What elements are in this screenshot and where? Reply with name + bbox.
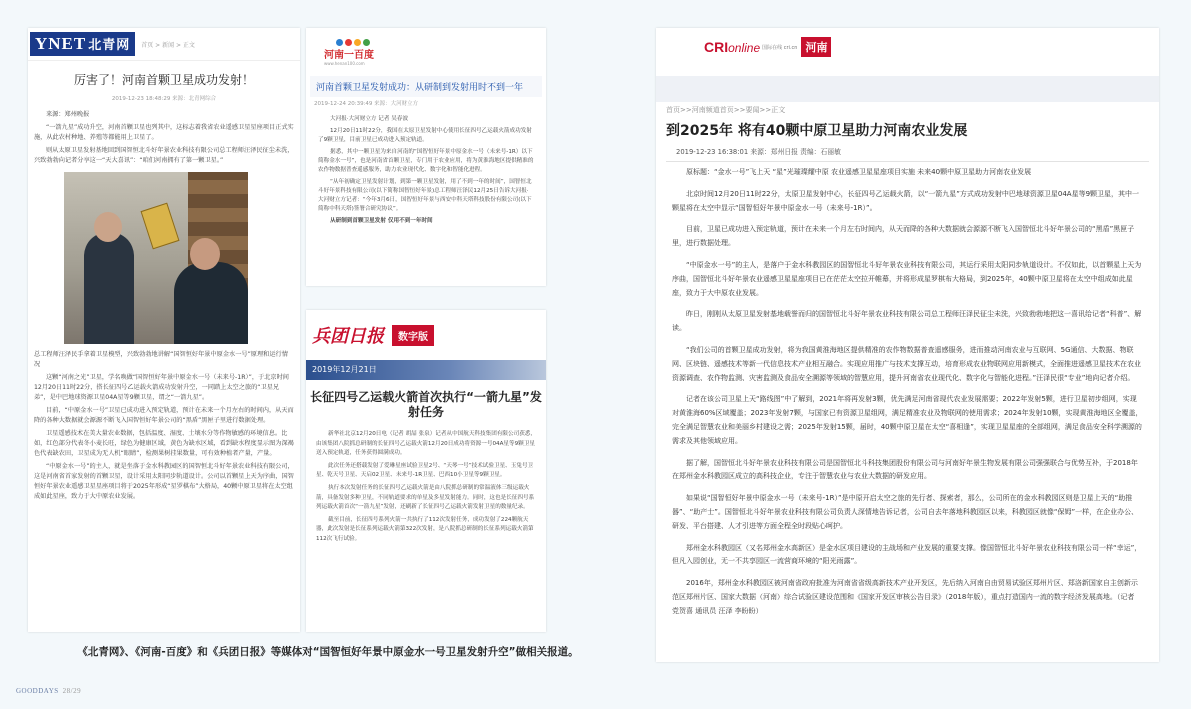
ynet-para: “一箭九星”成功升空，河南首颗卫星也列其中，这标志着我省农业遥感卫星星座项目正式实施，从此农村种地、养殖等都能用上卫星了。 bbox=[34, 124, 294, 141]
bingtuan-body bbox=[306, 430, 546, 545]
cri-para: 北京时间12月20日11时22分，太原卫星发射中心，长征四号乙运载火箭，以“一箭九星”方式成功发射中巴地球资源卫星04A星等9颗卫星，其中一颗星将在太空中显示“国智恒好年景中原金水一号（未来号-1R）”。 bbox=[672, 189, 1140, 212]
bingtuan-title: 长征四号乙运载火箭首次执行“一箭九星”发射任务 bbox=[310, 390, 542, 419]
bingtuan-para: 截至目前，长征四号系列火箭一共执行了112次发射任务，成功发射了224颗航天器，此次发射是长征系列运载火箭第322次发射，是八院抓总研制的长征系列运载火箭第112次飞行试验。 bbox=[316, 516, 534, 542]
page-numbers: 28/29 bbox=[62, 687, 82, 695]
ynet-para: 目前，“中原金水一号”卫星已成功进入预定轨道，预计在未来一个月左右的时间内，从天而降的各种大数据就会源源不断飞入国智恒好年景公司的“黑盾”黑匣子里进行数据处理。 bbox=[34, 407, 294, 424]
bingtuan-logo: 兵团日报 bbox=[312, 326, 384, 346]
cri-para: 据了解，国智恒北斗好年景农业科技有限公司是国智恒北斗科技集团股份有限公司与河南好年景生物发展有限公司强强联合与优势互补，于2018年在郑州金水科教园区成立的高科技企业，专注于智慧农业与农业大数据的研发应用。 bbox=[672, 458, 1138, 481]
henan-article-panel bbox=[306, 28, 546, 286]
ynet-logo: YNET 北青网 bbox=[30, 32, 135, 56]
page-caption: 《北青网》、《河南-百度》和《兵团日报》等媒体对“国智恒好年景中原金水一号卫星发射升空”做相关报道。 bbox=[77, 646, 579, 658]
cri-para: 如果说“国智恒好年景中原金水一号（未来号-1R）”是中原开启太空之旅的先行者、探索者，那么，公司所在的金水科教园区则是卫星上天的“助推器”、“助产士”。国智恒北斗好年景农业科技有限公司负责人深情地告诉记者，公司自去年落地科教园区以来，科教园区就像“保姆”一样，在企业办公、研发、平台搭建、人才引进等方面全程全时段贴心呵护。 bbox=[672, 494, 1139, 530]
henan-bold-line: 从研制到首颗卫星发射 仅用不到一年时间 bbox=[330, 218, 433, 224]
ynet-article-panel bbox=[28, 28, 300, 632]
cri-para: 目前，卫星已成功进入预定轨道，预计在未来一个月左右时间内，从天而降的各种大数据就会源源不断飞入国智恒北斗好年景公司的“黑盾”黑匣子里，进行数据处理。 bbox=[672, 225, 1135, 248]
henan-meta: 2019-12-24 20:39:49 来源：大河财立方 bbox=[314, 101, 419, 107]
cri-para: 昨日，刚刚从太原卫星发射基地载誉而归的国智恒北斗好年景农业科技有限公司总工程师汪泽民征尘未洗，兴致勃勃地把这一喜讯给记者“科普”、解读。 bbox=[672, 310, 1142, 333]
bingtuan-masthead bbox=[306, 310, 546, 360]
henan-para: 据悉，其中一颗卫星为来自河南的“国智恒好年景中原金水一号（未来号-1R）以下简称金水一号”，也是河南省首颗卫星，专门用于农业应用，将为黄淮海地区提供精准的农作物数据普查遥感服务，助力农业现代化、数字化和智能化进程。 bbox=[318, 149, 534, 173]
bingtuan-article-panel bbox=[306, 310, 546, 632]
bingtuan-para: 新华社北京12月20日电（记者 胡喆 张泉）记者从中国航天科技集团有限公司获悉，由该集团八院抓总研制的长征四号乙运载火箭12月20日成功将资源一号04A星等9颗卫星送入预定轨道，任务获得圆满成功。 bbox=[316, 431, 536, 457]
ynet-para: 则从太原卫星发射基地回到国智恒北斗好年景农业科技有限公司总工程师汪泽民征尘未洗，兴致勃勃向记者分享这一“天大喜讯”：“咱们河南拥有了第一颗卫星。” bbox=[34, 147, 294, 164]
ynet-meta: 2019-12-23 18:48:29 来源：北青网综合 bbox=[111, 96, 217, 102]
henan-para: “从年初确定卫星发射计划，到第一颗卫星发射，用了不到一年的时间”，国智恒北斗好年景科技有限公司(以下简称国智恒好年景)总工程师汪泽民12月25日告诉大河报·大河财立方记者：“今年3月6日，国智恒好年景与西安中科天塔科技股份有限公司(以下简称中科天塔)签署合研究协议”。 bbox=[318, 179, 532, 212]
ynet-body bbox=[28, 110, 300, 166]
cri-para: “中原金水一号”的主人，是落户于金水科教园区的国智恒北斗好年景农业科技有限公司，其运行采用太阳同步轨道设计。不仅如此，以首颗星上天为序曲，国智恒北斗好年景农业遥感卫星星座项目已在茫茫太空拉开帷幕，并将形成星罗棋布大格局，到2025年，40颗中原卫星将在太空中组成如此星座，致力于大中原农业发展。 bbox=[672, 260, 1142, 297]
cri-para: “我们公司的首颗卫星成功发射，将为我国黄淮海地区提供精准的农作物数据普查遥感服务，进而推动河南农业与互联网、5G通信、大数据、物联网、区块链、遥感技术等新一代信息技术产业相互融合。实现应用推广与技术支撑互动，培育形成农业物联网应用新模式，全面推进遥感卫星技术在农业资源调查、农作物监测、灾害监测及食品安全溯源等领域的智慧应用，提升河南省农业现代化、数字化与智能化进程。”汪泽民很“专业”地向记者介绍。 bbox=[672, 345, 1141, 382]
ynet-breadcrumb: 首页 > 新闻 > 正文 bbox=[141, 41, 195, 49]
cri-article-panel bbox=[656, 28, 1159, 662]
cri-para: 记者在该公司卫星上天“路线图”中了解到，2021年将再发射3颗，优先满足河南省现代农业发展需要；2022年发射5颗，进行卫星初步组网，实现对黄淮海60%区域覆盖；2023年发射7颗，与国家已有资源卫星组网，满足精准农业及物联网的使用需求；2024年发射10颗，实现黄淮海地区全覆盖，完全满足智慧农业和美丽乡村建设之需；2025年发射15颗，届时，40颗中原卫星在太空“喜相逢”，实现卫星星座的全部组网，满足食品安全科学溯源的需求及其他领域应用。 bbox=[672, 395, 1143, 445]
cri-para: 郑州金水科教园区（又名郑州金水高新区）是金水区项目建设的主战场和产业发展的重要支撑。像国智恒北斗好年景农业科技有限公司一样“幸运”，但凡入园创业，无一不共享园区一流营商环境的“阳光雨露”。 bbox=[672, 543, 1142, 566]
cri-para: 原标题：“金水一号”飞上天 “星”光璀璨耀中原 农业遥感卫星星座项目实施 未来40颗中原卫星助力河南农业发展 bbox=[686, 168, 1032, 176]
cri-region-badge: 河南 bbox=[801, 37, 831, 57]
cri-logo: CRIonline 国际在线 cri.cn 河南 bbox=[656, 30, 1159, 64]
page-footer bbox=[16, 687, 81, 695]
digital-edition-badge: 数字版 bbox=[392, 325, 434, 346]
engineer-satellite-photo bbox=[64, 172, 248, 344]
henan-para: 12月20日11时22分，我国在太原卫星发射中心使用长征四号乙运载火箭成功发射了9颗卫星，目前卫星已成功进入预定轨道。 bbox=[318, 128, 532, 143]
bingtuan-para: 执行本次发射任务的长征四号乙运载火箭是由八院抓总研制的常温液体三级运载火箭，具备发射多种卫星，不同轨道要求的单星及多星发射能力。同时，这也是长征四号系列运载火箭首次“一箭九星”发射，还刷新了长征四号乙运载火箭发射卫星的数量纪录。 bbox=[316, 484, 535, 511]
henan-logo: 河南一百度 www.henan100.com bbox=[306, 28, 546, 76]
cri-nav-strip bbox=[656, 76, 1159, 102]
ynet-para: 来源：郑州晚报 bbox=[46, 111, 90, 118]
cri-title: 到2025年 将有40颗中原卫星助力河南农业发展 bbox=[666, 123, 968, 139]
ynet-title: 厉害了！河南首颗卫星成功发射！ bbox=[73, 73, 254, 87]
henan-body bbox=[306, 115, 546, 226]
cri-para: 2016年，郑州金水科教园区被河南省政府批准为河南省省级高新技术产业开发区，先后纳入河南自由贸易试验区郑州片区、郑洛新国家自主创新示范区郑州片区、国家大数据（河南）综合试验区建设范围和《国家开发区审核公告目录》（2018年版），重点打造国内一流的数字经济发展高地。（记者 党贺喜 通讯员 汪泽 李盼盼） bbox=[672, 579, 1138, 615]
ynet-para: “中原金水一号”的主人，就是坐落于金水科教园区的国智恒北斗好年景农业科技有限公司，这是河南省首家发射的首颗卫星，设计采用太阳同步轨道设计。公司以首颗星上天为序曲，国智恒好年景农业遥感卫星星座项目将于2025年形成“星罗棋布”大格局，40颗中原卫星将在太空组成如此星座，致力于大中原农业发展。 bbox=[34, 463, 294, 500]
photo-caption: 总工程师汪泽民手拿着卫星模型，兴致勃勃地讲解“国智恒好年景中原金水一号”原理和运行情况 bbox=[34, 351, 288, 368]
henan-para: 大河报·大河财立方 记者 吴春波 bbox=[330, 116, 409, 122]
ynet-para: 卫星遥感技术在美大量农业数据，包括温度、湿度、土壤水分等作物敏感的环境信息。比如，红色部分代表冬小麦长旺，绿色为健康区域，黄色为缺水区域，看到缺水程度显示图为深褐色代表缺农田，卫星成为无人机“眼睛”，检测果树挂果数量，可有效种植者产量，产量。 bbox=[34, 430, 294, 457]
ynet-para: 这颗“河南之光”卫星，学名唤做“国智恒好年景中原金水一号（未来号-1R）”，于北京时间12月20日11时22分，搭长征四号乙运载火箭成功发射升空，一同踏上太空之旅的“卫星兄弟”，是中巴地球资源卫星04A星等9颗卫星，谓之“一箭九星”。 bbox=[34, 374, 289, 401]
cri-breadcrumb: 首页>>河南频道首页>>要闻>>正文 bbox=[666, 106, 786, 114]
cri-meta: 2019-12-23 16:38:01 来源：郑州日报 责编：石丽敏 bbox=[666, 146, 1149, 162]
bingtuan-para: 此次任务还搭载发射了爱琳星座试验卫星2号、“天琴一号”技术试验卫星、玉兔号卫星、乾天号卫星、天启02卫星、未来号-1R卫星、巴西10小卫星等9颗卫星。 bbox=[316, 462, 534, 479]
cri-body bbox=[656, 162, 1159, 619]
ynet-header bbox=[28, 28, 300, 61]
henan-headline: 河南首颗卫星发射成功：从研制到发射用时不到一年 bbox=[310, 76, 542, 97]
bingtuan-date-band: 2019年12月21日 bbox=[306, 360, 546, 380]
ynet-body-2 bbox=[28, 350, 300, 502]
footer-brand: GOODDAYS bbox=[16, 687, 59, 695]
